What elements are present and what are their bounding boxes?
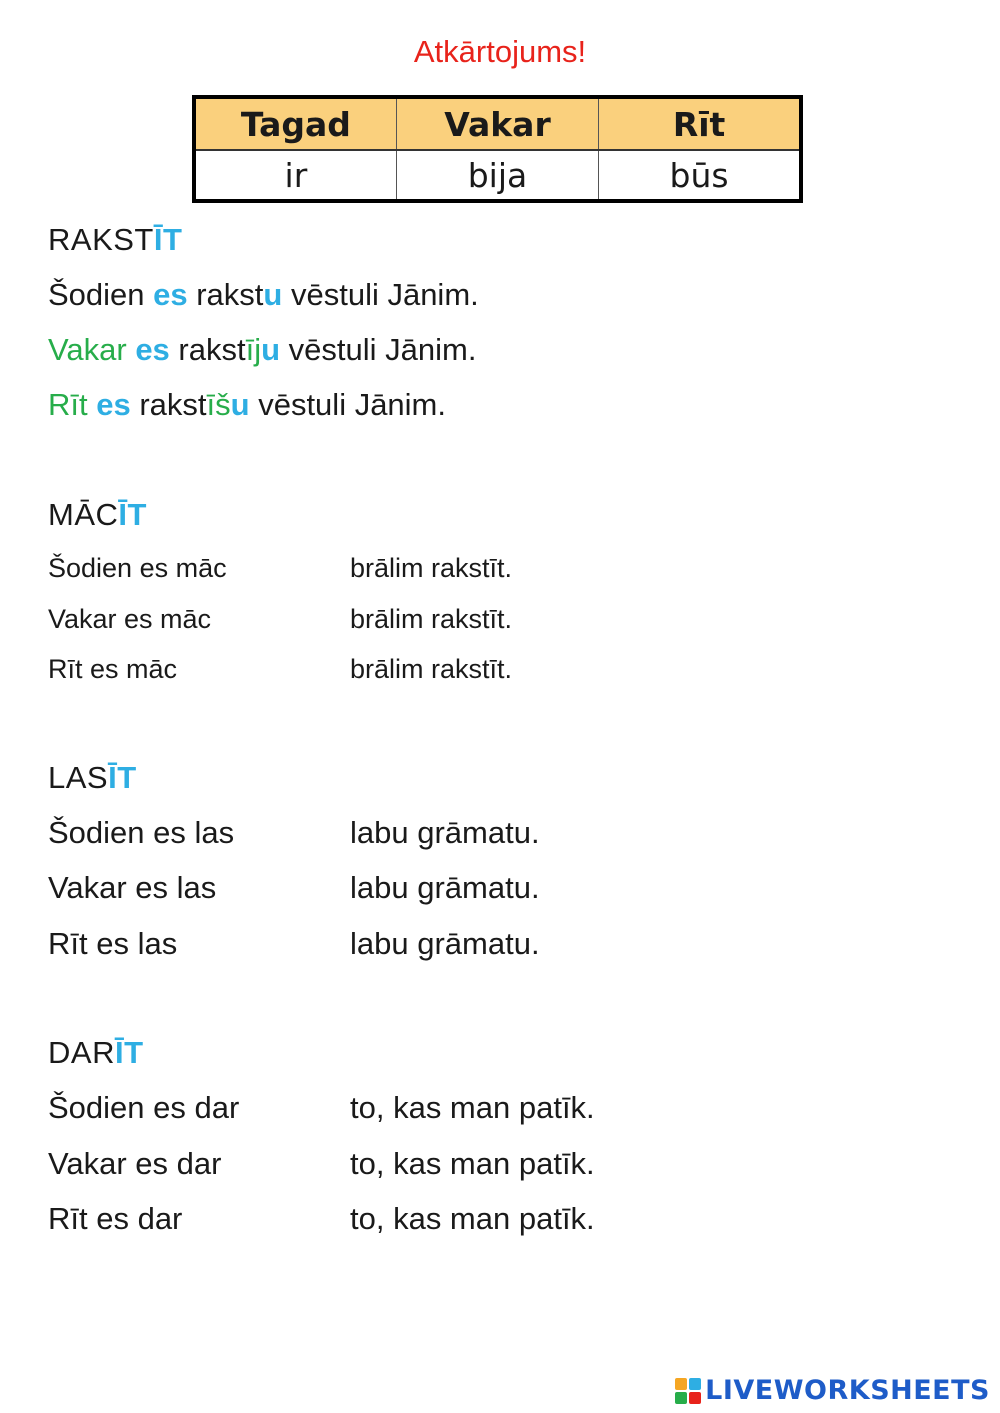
liveworksheets-logo-icon [675, 1378, 701, 1404]
row-rhs: brālim rakstīt. [350, 553, 513, 583]
sentence-future [48, 387, 446, 423]
verb-ending: ĪT [114, 1035, 144, 1070]
row-lhs: Vakar es māc [48, 604, 212, 634]
sentence-rest: vēstuli Jānim. [249, 387, 446, 422]
verb-infix: īš [206, 387, 231, 422]
row-rhs: labu grāmatu. [350, 926, 540, 961]
word-sodien: Šodien [48, 277, 154, 312]
tense-table [192, 95, 803, 203]
sentence-rest: vēstuli Jānim. [280, 332, 477, 367]
verb-heading-darit [48, 1035, 144, 1071]
page-title: Atkārtojums! [413, 34, 587, 69]
brand-name: LIVEWORKSHEETS [705, 1375, 990, 1406]
verb-ending: ĪT [118, 497, 147, 532]
verb-ending-text: u [230, 387, 250, 422]
row-rhs: brālim rakstīt. [350, 654, 513, 684]
row-lhs: Šodien es dar [48, 1090, 240, 1125]
verb-stem-text: rakst [130, 387, 207, 422]
table-header-row [194, 97, 801, 150]
row-rhs: labu grāmatu. [350, 870, 540, 905]
liveworksheets-brand[interactable] [675, 1375, 990, 1406]
cell-bija: bija [396, 150, 598, 201]
row-rhs: to, kas man patīk. [350, 1146, 595, 1181]
row-lhs: Vakar es dar [48, 1146, 222, 1181]
row-rhs: labu grāmatu. [350, 815, 540, 850]
pronoun-es: es [96, 387, 131, 422]
row-rhs: to, kas man patīk. [350, 1090, 595, 1125]
row-rhs: to, kas man patīk. [350, 1201, 595, 1236]
header-vakar: Vakar [396, 97, 598, 150]
header-tagad: Tagad [194, 97, 396, 150]
cell-bus: būs [599, 150, 801, 201]
word-rit: Rīt [48, 387, 88, 422]
row-lhs: Rīt es dar [48, 1201, 183, 1236]
verb-heading-macit [48, 497, 147, 533]
word-vakar: Vakar [48, 332, 127, 367]
verb-ending-text: u [261, 332, 281, 367]
verb-stem: LAS [48, 760, 109, 795]
row-lhs: Šodien es las [48, 815, 235, 850]
verb-ending-text: u [263, 277, 283, 312]
sentence-rest: vēstuli Jānim. [282, 277, 479, 312]
verb-heading-rakstit [48, 222, 182, 258]
pronoun-es: es [153, 277, 188, 312]
header-rit: Rīt [599, 97, 801, 150]
row-lhs: Rīt es māc [48, 654, 178, 684]
sentence-past [48, 332, 476, 368]
pronoun-es: es [135, 332, 170, 367]
row-rhs: brālim rakstīt. [350, 604, 513, 634]
verb-ending: ĪT [153, 222, 183, 257]
verb-stem: RAKST [48, 222, 154, 257]
row-lhs: Vakar es las [48, 870, 217, 905]
cell-ir: ir [194, 150, 396, 201]
space [88, 387, 97, 422]
verb-stem: DAR [48, 1035, 115, 1070]
verb-stem: MĀC [48, 497, 119, 532]
verb-heading-lasit [48, 760, 137, 796]
verb-infix: īj [245, 332, 262, 367]
sentence-present [48, 277, 479, 313]
table-row [194, 150, 801, 201]
verb-stem-text: rakst [187, 277, 264, 312]
row-lhs: Šodien es māc [48, 553, 227, 583]
verb-ending: ĪT [108, 760, 137, 795]
verb-stem-text: rakst [169, 332, 246, 367]
row-lhs: Rīt es las [48, 926, 178, 961]
